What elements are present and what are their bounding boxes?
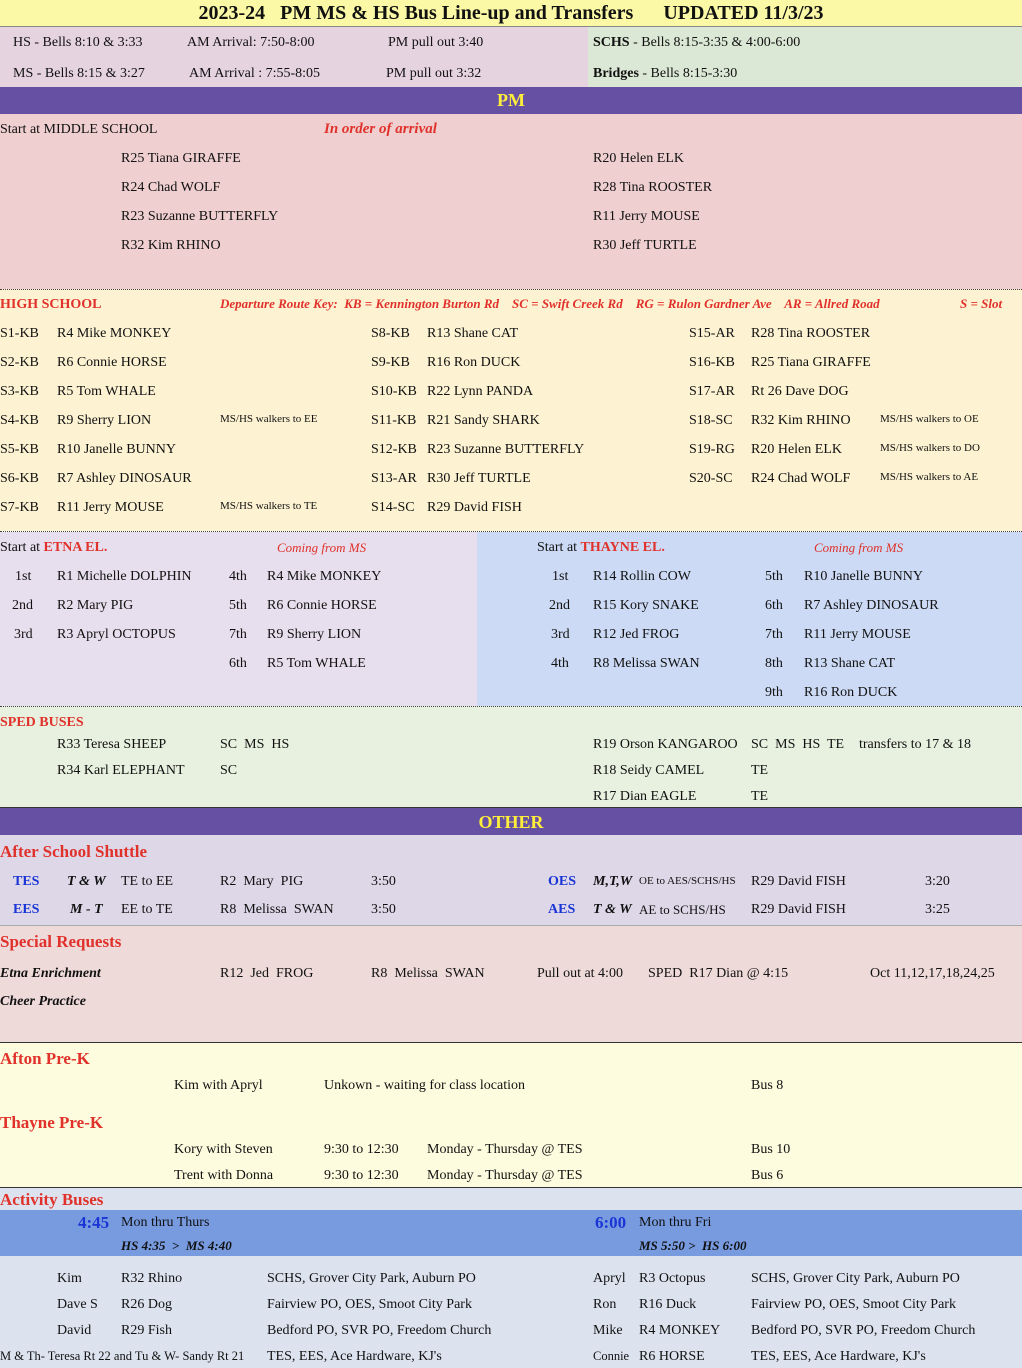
shuttle-time: 3:20 <box>925 874 950 889</box>
thayne-order: 5th <box>765 569 783 584</box>
thayne-bus: R7 Ashley DINOSAUR <box>804 598 939 613</box>
activity-stops: TES, EES, Ace Hardware, KJ's <box>267 1349 442 1364</box>
hs-slot: S1-KB <box>0 326 39 341</box>
etna-bus: R6 Connie HORSE <box>267 598 377 613</box>
sped-section <box>0 706 1022 807</box>
hs-bus: R5 Tom WHALE <box>57 384 156 399</box>
activity-days-1: Mon thru Thurs <box>121 1215 210 1230</box>
high-school-section <box>0 289 1022 531</box>
bell-schedule <box>0 27 1022 87</box>
activity-driver: Kim <box>57 1271 82 1286</box>
hs-slot: S3-KB <box>0 384 39 399</box>
activity-bus: R32 Rhino <box>121 1271 183 1286</box>
hs-bus: R23 Suzanne BUTTERFLY <box>427 442 585 457</box>
hs-bus: R7 Ashley DINOSAUR <box>57 471 192 486</box>
pm-bus-left: R32 Kim RHINO <box>121 238 221 253</box>
sped-schools: SC MS HS TE <box>751 737 845 752</box>
thayne-coming-note: Coming from MS <box>814 540 904 555</box>
schs-bells: SCHS - Bells 8:15-3:35 & 4:00-6:00 <box>593 35 801 50</box>
pm-bus-right: R20 Helen ELK <box>593 151 684 166</box>
activity-stops: SCHS, Grover City Park, Auburn PO <box>751 1271 960 1286</box>
etna-bus: R9 Sherry LION <box>267 627 362 642</box>
pm-bar-label: PM <box>497 90 525 110</box>
activity-driver: Ron <box>593 1297 617 1312</box>
sped-bus: R18 Seidy CAMEL <box>593 763 705 778</box>
hs-slot: S8-KB <box>371 326 410 341</box>
shuttle-bus: R29 David FISH <box>751 902 846 917</box>
shuttle-time: 3:50 <box>371 902 396 917</box>
activity-bus: R3 Octopus <box>639 1271 706 1286</box>
title-banner <box>0 0 1022 27</box>
enrichment-bus: R8 Melissa SWAN <box>371 966 485 981</box>
activity-driver: M & Th- Teresa Rt 22 and Tu & W- Sandy Rt 21 <box>0 1349 245 1363</box>
etna-bus: R5 Tom WHALE <box>267 656 366 671</box>
thayne-bus: R8 Melissa SWAN <box>593 656 700 671</box>
hs-bus: Rt 26 Dave DOG <box>751 384 849 399</box>
thayne-order: 8th <box>765 656 783 671</box>
hs-slot: S18-SC <box>689 413 733 428</box>
etna-start: Start at ETNA EL. <box>0 540 108 555</box>
sped-bus: R34 Karl ELEPHANT <box>57 763 185 778</box>
sped-transfer-note: transfers to 17 & 18 <box>859 737 971 752</box>
hs-bells: HS - Bells 8:10 & 3:33 <box>13 35 143 50</box>
thayne-bus: R10 Janelle BUNNY <box>804 569 923 584</box>
hs-bus: R25 Tiana GIRAFFE <box>751 355 871 370</box>
bridges-bells: Bridges - Bells 8:15-3:30 <box>593 66 738 81</box>
pm-bar <box>0 87 1022 114</box>
etna-order: 3rd <box>14 627 33 642</box>
shuttle-section <box>0 835 1022 925</box>
walker-note: MS/HS walkers to DO <box>880 442 980 454</box>
hs-bus: R30 Jeff TURTLE <box>427 471 531 486</box>
hs-bus: R29 David FISH <box>427 500 522 515</box>
hs-am-arrival: AM Arrival: 7:50-8:00 <box>187 35 315 50</box>
pm-middle-school-section <box>0 114 1022 289</box>
shuttle-days: T & W <box>593 902 632 917</box>
shuttle-route: TE to EE <box>121 874 174 889</box>
activity-bus: R4 MONKEY <box>639 1323 721 1338</box>
hs-slot: S10-KB <box>371 384 417 399</box>
hs-slot: S13-AR <box>371 471 417 486</box>
activity-driver: Mike <box>593 1323 623 1338</box>
other-bar-label: OTHER <box>478 812 544 832</box>
pm-bus-left: R25 Tiana GIRAFFE <box>121 151 241 166</box>
sped-title: SPED BUSES <box>0 715 84 730</box>
activity-time-1: 4:45 <box>78 1213 110 1232</box>
prek-section <box>0 1042 1022 1187</box>
sped-schools: SC <box>220 763 238 778</box>
activity-stops: Fairview PO, OES, Smoot City Park <box>751 1297 956 1312</box>
hs-bus: R21 Sandy SHARK <box>427 413 540 428</box>
enrichment-pullout: Pull out at 4:00 <box>537 966 623 981</box>
etna-panel <box>0 532 477 706</box>
shuttle-route: OE to AES/SCHS/HS <box>639 875 736 887</box>
pm-bus-right: R28 Tina ROOSTER <box>593 180 713 195</box>
activity-section <box>0 1187 1022 1368</box>
shuttle-time: 3:50 <box>371 874 396 889</box>
enrichment-dates: Oct 11,12,17,18,24,25 <box>870 966 995 981</box>
activity-stops: Bedford PO, SVR PO, Freedom Church <box>751 1323 976 1338</box>
shuttle-title: After School Shuttle <box>0 842 148 861</box>
thayne-order: 3rd <box>551 627 570 642</box>
thayne-order: 2nd <box>549 598 570 613</box>
etna-order: 7th <box>229 627 247 642</box>
elementary-section <box>0 531 1022 706</box>
activity-stops: Fairview PO, OES, Smoot City Park <box>267 1297 472 1312</box>
activity-days-2: Mon thru Fri <box>639 1215 712 1230</box>
shuttle-route: AE to SCHS/HS <box>639 902 726 917</box>
thayne-order: 1st <box>552 569 569 584</box>
thayne-order: 6th <box>765 598 783 613</box>
shuttle-time: 3:25 <box>925 902 950 917</box>
prek-bus: Bus 10 <box>751 1142 791 1157</box>
etna-order: 5th <box>229 598 247 613</box>
etna-bus: R1 Michelle DOLPHIN <box>57 569 192 584</box>
activity-stops: SCHS, Grover City Park, Auburn PO <box>267 1271 476 1286</box>
etna-order: 2nd <box>12 598 33 613</box>
prek-days: Monday - Thursday @ TES <box>427 1168 583 1183</box>
hs-slot: S16-KB <box>689 355 735 370</box>
pm-bus-right: R11 Jerry MOUSE <box>593 209 700 224</box>
ms-bells: MS - Bells 8:15 & 3:27 <box>13 66 145 81</box>
sped-bus: R19 Orson KANGAROO <box>593 737 738 752</box>
prek-who: Kory with Steven <box>174 1142 273 1157</box>
thayne-bus: R14 Rollin COW <box>593 569 692 584</box>
hs-bus: R13 Shane CAT <box>427 326 518 341</box>
walker-note: MS/HS walkers to AE <box>880 471 979 483</box>
prek-days: Monday - Thursday @ TES <box>427 1142 583 1157</box>
etna-bus: R4 Mike MONKEY <box>267 569 382 584</box>
hs-slot: S7-KB <box>0 500 39 515</box>
other-bar <box>0 807 1022 835</box>
enrichment-bus: R12 Jed FROG <box>220 966 314 981</box>
thayne-order: 4th <box>551 656 569 671</box>
shuttle-route: EE to TE <box>121 902 173 917</box>
hs-bus: R16 Ron DUCK <box>427 355 521 370</box>
walker-note: MS/HS walkers to EE <box>220 413 318 425</box>
hs-slot: S6-KB <box>0 471 39 486</box>
special-title: Special Requests <box>0 932 122 951</box>
prek-time: 9:30 to 12:30 <box>324 1168 399 1183</box>
hs-slot: S15-AR <box>689 326 735 341</box>
afton-prek-title: Afton Pre-K <box>0 1049 90 1068</box>
thayne-bus: R12 Jed FROG <box>593 627 680 642</box>
shuttle-bus: R2 Mary PIG <box>220 874 304 889</box>
shuttle-days: M - T <box>70 902 103 917</box>
activity-bus: R29 Fish <box>121 1323 172 1338</box>
sped-schools: SC MS HS <box>220 737 290 752</box>
hs-slot: S9-KB <box>371 355 410 370</box>
sped-bus: R17 Dian EAGLE <box>593 789 697 804</box>
hs-bus: R10 Janelle BUNNY <box>57 442 176 457</box>
hs-slot: S5-KB <box>0 442 39 457</box>
cheer-practice-label: Cheer Practice <box>0 994 86 1009</box>
etna-bus: R2 Mary PIG <box>57 598 134 613</box>
hs-bus: R28 Tina ROOSTER <box>751 326 871 341</box>
activity-stops: TES, EES, Ace Hardware, KJ's <box>751 1349 926 1364</box>
etna-order: 6th <box>229 656 247 671</box>
etna-bus: R3 Apryl OCTOPUS <box>57 627 176 642</box>
activity-bus: R26 Dog <box>121 1297 172 1312</box>
thayne-panel <box>477 532 1022 706</box>
activity-schedule-2: MS 5:50 > HS 6:00 <box>639 1238 747 1253</box>
prek-note: Unkown - waiting for class location <box>324 1078 526 1093</box>
prek-bus: Bus 6 <box>751 1168 784 1183</box>
sped-schools: TE <box>751 789 769 804</box>
thayne-start: Start at THAYNE EL. <box>537 540 665 555</box>
shuttle-bus: R8 Melissa SWAN <box>220 902 334 917</box>
activity-bus: R6 HORSE <box>639 1349 705 1364</box>
shuttle-days: M,T,W <box>593 874 633 889</box>
shuttle-days: T & W <box>67 874 106 889</box>
hs-slot: S11-KB <box>371 413 417 428</box>
hs-slot: S17-AR <box>689 384 735 399</box>
hs-bus: R22 Lynn PANDA <box>427 384 534 399</box>
hs-slot: S2-KB <box>0 355 39 370</box>
activity-driver: David <box>57 1323 92 1338</box>
activity-title: Activity Buses <box>0 1190 104 1209</box>
activity-driver: Dave S <box>57 1297 98 1312</box>
walker-note: MS/HS walkers to TE <box>220 500 318 512</box>
hs-bus: R6 Connie HORSE <box>57 355 167 370</box>
thayne-bus: R15 Kory SNAKE <box>593 598 699 613</box>
walker-note: MS/HS walkers to OE <box>880 413 979 425</box>
hs-bus: R9 Sherry LION <box>57 413 152 428</box>
hs-slot: S19-RG <box>689 442 735 457</box>
hs-slot: S12-KB <box>371 442 417 457</box>
etna-coming-note: Coming from MS <box>277 540 367 555</box>
sped-bus: R33 Teresa SHEEP <box>57 737 167 752</box>
hs-bus: R4 Mike MONKEY <box>57 326 172 341</box>
shuttle-school: AES <box>548 902 576 917</box>
thayne-order: 9th <box>765 685 783 700</box>
activity-stops: Bedford PO, SVR PO, Freedom Church <box>267 1323 492 1338</box>
hs-slot: S20-SC <box>689 471 733 486</box>
thayne-prek-title: Thayne Pre-K <box>0 1113 104 1132</box>
shuttle-school: EES <box>13 902 40 917</box>
etna-order: 1st <box>15 569 32 584</box>
sped-schools: TE <box>751 763 769 778</box>
etna-order: 4th <box>229 569 247 584</box>
pm-bus-left: R24 Chad WOLF <box>121 180 221 195</box>
pm-bus-left: R23 Suzanne BUTTERFLY <box>121 209 279 224</box>
thayne-bus: R13 Shane CAT <box>804 656 895 671</box>
activity-driver: Apryl <box>593 1271 626 1286</box>
thayne-order: 7th <box>765 627 783 642</box>
hs-bus: R32 Kim RHINO <box>751 413 851 428</box>
route-key: Departure Route Key: KB = Kennington Burton Rd SC = Swift Creek Rd RG = Rulon Gardner Ave AR = Allred Road <box>220 296 880 311</box>
ms-am-arrival: AM Arrival : 7:55-8:05 <box>189 66 321 81</box>
activity-driver: Connie <box>593 1349 630 1363</box>
prek-bus: Bus 8 <box>751 1078 784 1093</box>
etna-enrichment-label: Etna Enrichment <box>0 966 101 981</box>
hs-bus: R11 Jerry MOUSE <box>57 500 164 515</box>
shuttle-bus: R29 David FISH <box>751 874 846 889</box>
hs-bus: R24 Chad WOLF <box>751 471 851 486</box>
slot-key: S = Slot <box>960 296 1003 311</box>
hs-bus: R20 Helen ELK <box>751 442 842 457</box>
prek-who: Trent with Donna <box>174 1168 274 1183</box>
pm-order-note: In order of arrival <box>324 121 437 137</box>
pm-bus-right: R30 Jeff TURTLE <box>593 238 697 253</box>
ms-pm-pullout: PM pull out 3:32 <box>386 66 482 81</box>
shuttle-school: OES <box>548 874 577 889</box>
hs-slot: S4-KB <box>0 413 39 428</box>
prek-who: Kim with Apryl <box>174 1078 263 1093</box>
hs-slot: S14-SC <box>371 500 415 515</box>
activity-schedule-1: HS 4:35 > MS 4:40 <box>121 1238 232 1253</box>
page-title: 2023-24 PM MS & HS Bus Line-up and Transfers UPDATED 11/3/23 <box>198 2 824 24</box>
activity-time-2: 6:00 <box>595 1213 627 1232</box>
hs-title: HIGH SCHOOL <box>0 297 102 312</box>
hs-pm-pullout: PM pull out 3:40 <box>388 35 484 50</box>
activity-bus: R16 Duck <box>639 1297 697 1312</box>
prek-time: 9:30 to 12:30 <box>324 1142 399 1157</box>
thayne-bus: R16 Ron DUCK <box>804 685 898 700</box>
special-requests-section <box>0 925 1022 1042</box>
shuttle-school: TES <box>13 874 40 889</box>
enrichment-sped: SPED R17 Dian @ 4:15 <box>648 966 789 981</box>
pm-start-label: Start at MIDDLE SCHOOL <box>0 122 158 137</box>
thayne-bus: R11 Jerry MOUSE <box>804 627 911 642</box>
